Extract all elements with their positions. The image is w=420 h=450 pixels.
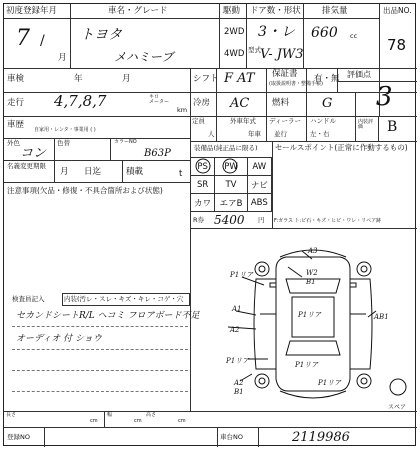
warranty-sub: (取扱説明書・整備手帳) [269,81,323,87]
equip-pw: PW [215,158,247,176]
drive-label: 駆動 [223,6,241,16]
interior-label: 内装評価 [358,119,374,130]
mark-w2: W2 [306,269,318,277]
divider [266,68,267,141]
drive-4wd: 4WD [224,49,245,59]
equipment-label: 装備品(純正品に限る) [194,144,258,152]
model-year-label: 外車年式 [230,117,256,125]
auction-sheet: 初度登録年月 7 / 月 車名・グレード トヨタ メハミーブ 駆動 2WD 4WD ドア数・形状 3・レ 型式 V- JW3 排気量 660 cc 出品NO. 78 車検 年 月 シフト F AT 保証書 (取扱説明書・整備手帳) 有・無 評価点 走行 4,7,8,7 キロ メーター km 冷房 AC 燃料 G 3 車歴 自家用・レンタ・事業用 ( ) 定員 人 年車 外車年式 ディーラー 並行 ハンドル 左・右 内装評価 B 外色 コン 色替 カラーNO B63P 名義変更期限 月 日迄 積載 t 注意事項(欠品・修復・不具合箇所および状態) 装備品(純正品に限る) PS PW AW SR TV ナビ カワ エアB ABS R券 5400 円 セールスポイント(正常に作動するもの) F:ガラス ト:ビ石・キズ・ヒビ・ワレ・リペア跡 検査員記入 内装(汚レ・スレ・キズ・キレ・コゲ・穴 セカンドシートR/L ヘコミ フロアボード不足 オーディオ 付 ショウ A3 W2 B1 P1リア A1 AB1 A2 P1リア P1リア P1リア A2 B1 P1リア スペア 長さ cm 幅 cm 高さ cm 登録NO 車台NO 2119986 [3,3,416,446]
score-label: 評価点 [347,70,371,79]
dealer-label: ディーラー [269,117,301,125]
height-unit: cm [178,418,186,424]
history-label: 車歴 [7,120,25,130]
ac-value: AC [230,96,250,111]
lot-label: 出品NO. [383,6,412,15]
equipment-circles [190,157,272,177]
divider [70,4,71,68]
name-change-month: 月 [60,167,69,177]
divider [44,427,45,447]
first-reg-month: 月 [58,53,67,63]
reg-no-label: 登録NO [7,433,30,441]
door-shape-label: ドア数・形状 [250,6,301,16]
equip-airbag: エアB [215,194,247,212]
car-name: トヨタ [80,27,122,43]
width-unit: cm [134,418,142,424]
equip-abs: ABS [247,194,271,212]
score-value: 3 [376,82,393,112]
displacement-unit: cc [350,32,358,40]
mark-b1-rear: B1 [234,388,244,396]
divider [217,427,218,447]
mileage-label: 走行 [7,98,25,108]
dealer-sub: 並行 [274,130,287,138]
warranty-label: 保証書 [272,69,298,79]
shift-value: F AT [224,71,255,86]
divider [219,4,220,68]
equip-tv: TV [215,176,247,194]
chassis-value: 2119986 [292,430,350,445]
divider [190,141,417,142]
equip-aw: AW [247,158,271,176]
sales-point-label: セールスポイント(正常に作動するもの) [275,143,408,152]
lot-value: 78 [387,36,407,54]
equip-sr: SR [191,176,215,194]
mark-a1: A1 [232,305,242,313]
divider [272,141,273,228]
ext-color-value: コン [20,146,47,161]
divider [122,160,123,182]
handle-label: ハンドル [310,117,336,125]
ext-color-label: 外色 [7,139,20,147]
divider [4,138,190,139]
name-change-label: 名義変更期限 [7,162,46,170]
divider [258,427,259,447]
divider [306,68,307,141]
ac-label: 冷房 [193,98,211,108]
divider [4,18,379,19]
first-reg-value: 7 [16,26,30,51]
width-label: 幅 [107,412,113,418]
mark-a2-left: A2 [230,326,240,334]
spare-label: スペア [388,404,407,411]
displacement-label: 排気量 [322,6,348,16]
fuel-value: G [322,96,333,111]
first-reg-label: 初度登録年月 [6,6,58,16]
interior-value: B [387,119,398,135]
r-ticket-unit: 円 [258,216,265,224]
mark-p1-b: P1リア [298,311,322,319]
capacity-year-label: 年車 [248,130,261,138]
mark-ab1: AB1 [374,313,389,321]
warranty-opts: 有・無 [314,74,340,84]
divider [4,427,417,428]
equip-navi: ナビ [247,176,271,194]
model-label: 型式 [248,46,261,54]
mark-a2-rear: A2 [234,379,244,387]
equip-leather: カワ [191,194,215,212]
divider [4,68,417,69]
inspector-label: 検査員記入 [12,295,45,303]
chassis-label: 車台NO [220,433,243,441]
color-no-label: カラーNO [114,139,137,145]
divider [104,411,105,427]
mark-b1-front: B1 [306,278,316,286]
height-label: 高さ [146,412,157,418]
history-opts: 自家用・レンタ・事業用 ( ) [34,127,96,133]
name-grade-label: 車名・グレード [108,6,168,16]
inspection-year-unit: 年 [74,74,83,84]
note-line-2: オーディオ 付 ショウ [16,334,102,344]
mark-p1-d: P1リア [295,361,319,369]
r-ticket-label: R券 [193,216,205,224]
drive-2wd: 2WD [224,27,245,37]
length-unit: cm [90,418,98,424]
divider [110,138,111,160]
inspector-opts: 内装(汚レ・スレ・キズ・キレ・コゲ・穴 [64,295,184,303]
loading-unit: t [179,169,183,179]
glass-label: F:ガラス ト:ビ石・キズ・ヒビ・ワレ・リペア跡 [274,218,382,224]
mark-p1-c: P1リア [226,357,250,365]
divider [355,92,356,141]
divider [246,4,247,68]
mileage-unit: km [177,106,188,114]
displacement-value: 660 [311,25,338,41]
mark-p1-e: P1リア [318,379,342,387]
divider [4,411,417,412]
model-value: V- JW3 [260,47,304,62]
r-ticket-value: 5400 [214,213,245,227]
note-line-1: セカンドシートR/L ヘコミ フロアボード不足 [16,311,200,321]
divider [4,182,190,183]
caution-label: 注意事項(欠品・修復・不具合箇所および状態) [7,186,163,195]
mark-a3: A3 [308,247,318,255]
handle-opts: 左・右 [310,130,330,138]
fuel-label: 燃料 [272,98,290,108]
car-grade: メハミーブ [114,50,174,64]
mark-p1-a: P1リア [230,271,254,279]
name-change-date: 日迄 [84,167,102,177]
capacity-label: 定員 [192,117,205,125]
divider [54,138,55,182]
length-label: 長さ [6,412,17,418]
car-diagram [190,229,417,411]
shift-label: シフト [193,74,219,84]
color-no-value: B63P [144,148,171,159]
inspection-label: 車検 [7,74,25,84]
loading-label: 積載 [126,167,144,177]
mileage-value: 4,7,8,7 [54,92,107,110]
mileage-note: キロ メーター [149,94,170,105]
capacity-unit: 人 [208,130,215,138]
equip-ps: PS [191,158,215,176]
color-change-label: 色替 [57,139,70,147]
inspection-month-unit: 月 [122,74,131,84]
door-shape-value: 3・レ [258,24,295,40]
